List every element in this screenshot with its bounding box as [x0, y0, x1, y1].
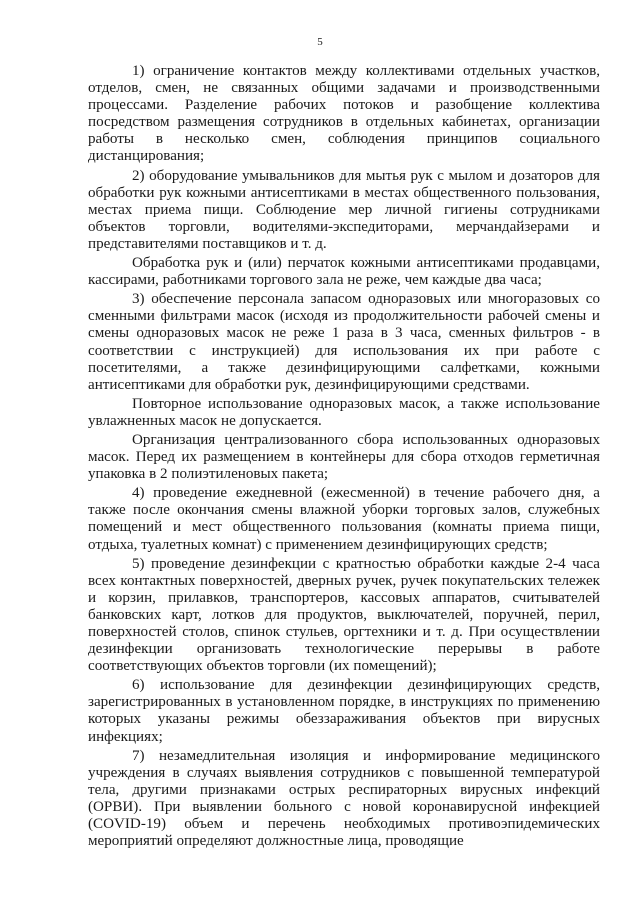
paragraph-item-4: 4) проведение ежедневной (ежесменной) в течение рабочего дня, а также после окончания смены влажной уборки торговых залов, служебных помещений и мест общественного пользования (комнаты приема пищи, отдыха, туалетных комнат) с применением дезинфицирующих средств;	[88, 485, 600, 553]
paragraph-item-2: 2) оборудование умывальников для мытья рук с мылом и дозаторов для обработки рук кожными антисептиками в местах общественного пользования, местах приема пищи. Соблюдение мер личной гигиены сотрудниками объектов торговли, водителями-экспедиторами, мерчандайзерами и представителями поставщиков и т. д.	[88, 167, 600, 252]
paragraph-item-7: 7) незамедлительная изоляция и информирование медицинского учреждения в случаях выявления сотрудников с повышенной температурой тела, другими признаками острых респираторных вирусных инфекций (ОРВИ). При выявлении больного с новой коронавирусной инфекцией (COVID-19) объем и перечень необходимых противоэпидемических мероприятий определяют должностные лица, проводящие	[88, 747, 600, 850]
paragraph-mask-reuse: Повторное использование одноразовых масок, а также использование увлажненных масок не допускается.	[88, 395, 600, 429]
paragraph-item-5: 5) проведение дезинфекции с кратностью обработки каждые 2-4 часа всех контактных поверхностей, дверных ручек, ручек покупательских тележек и корзин, прилавков, транспортеров, кассовых аппаратов, считывателей банковских карт, лотков для продуктов, выключателей, поручней, перил, поверхностей столов, спинок стульев, оргтехники и т. д. При осуществлении дезинфекции организовать технологические перерывы в работе соответствующих объектов торговли (их помещений);	[88, 555, 600, 675]
paragraph-hand-treatment: Обработка рук и (или) перчаток кожными антисептиками продавцами, кассирами, работниками торгового зала не реже, чем каждые два часа;	[88, 255, 600, 289]
document-body	[88, 63, 600, 852]
paragraph-item-1: 1) ограничение контактов между коллективами отдельных участков, отделов, смен, не связанных общими задачами и производственными процессами. Разделение рабочих потоков и разобщение коллектива посредством размещения сотрудников в отдельных кабинетах, организации работы в несколько смен, соблюдения принципов социального дистанцирования;	[88, 63, 600, 165]
paragraph-item-3: 3) обеспечение персонала запасом одноразовых или многоразовых со сменными фильтрами масок (исходя из продолжительности рабочей смены и смены одноразовых масок не реже 1 раза в 3 часа, сменных фильтров - в соответствии с инструкцией) для использования их при работе с посетителями, а также дезинфицирующими салфетками, кожными антисептиками для обработки рук, дезинфицирующими средствами.	[88, 291, 600, 393]
paragraph-mask-collection: Организация централизованного сбора использованных одноразовых масок. Перед их размещением в контейнеры для сбора отходов герметичная упаковка в 2 полиэтиленовых пакета;	[88, 431, 600, 483]
paragraph-item-6: 6) использование для дезинфекции дезинфицирующих средств, зарегистрированных в установленном порядке, в инструкциях по применению которых указаны режимы обеззараживания объектов при вирусных инфекциях;	[88, 677, 600, 745]
page-number: 5	[317, 36, 323, 48]
